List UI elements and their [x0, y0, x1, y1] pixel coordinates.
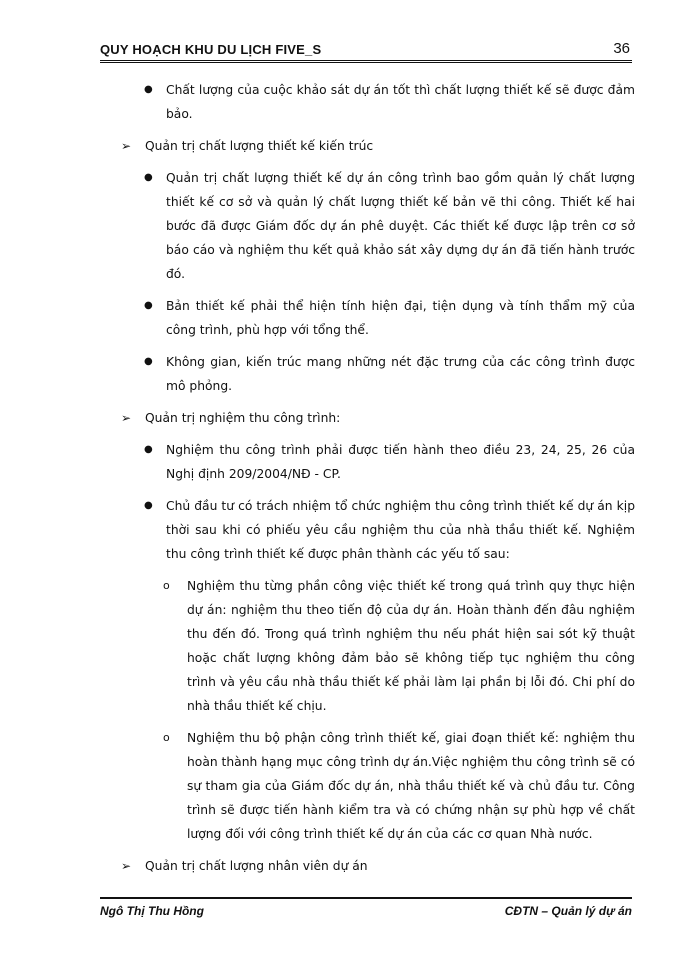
page-header: [100, 38, 632, 63]
document-title: QUY HOẠCH KHU DU LỊCH FIVE_S: [100, 42, 322, 57]
bullet-icon: ●: [144, 300, 153, 311]
section-heading-text: Quản trị chất lượng nhân viên dự án: [145, 859, 368, 873]
sub-bullet-item: [100, 726, 635, 846]
bullet-item: [100, 494, 635, 566]
bullet-icon: ●: [144, 356, 153, 367]
section-heading-staff: [100, 854, 635, 878]
bullet-item: [100, 294, 635, 342]
sub-bullet-item: [100, 574, 635, 718]
bullet-text: Bản thiết kế phải thể hiện tính hiện đại, tiện dụng và tính thẩm mỹ của công trình, phù hợp với tổng thể.: [166, 299, 635, 337]
bullet-icon: ●: [144, 500, 153, 511]
bullet-item: [100, 166, 635, 286]
footer-course: CĐTN – Quản lý dự án: [504, 904, 632, 918]
sub-bullet-text: Nghiệm thu bộ phận công trình thiết kế, giai đoạn thiết kế: nghiệm thu hoàn thành hạng mục công trình dự án.Việc nghiệm thu công trình sẽ có sự tham gia của Giám đốc dự án, nhà thầu thiết kế và chủ đầu tư. Công trình sẽ được tiến hành kiểm tra và có chứng nhận sự phù hợp về chất lượng đối với công trình thiết kế dự án của các cơ quan Nhà nước.: [187, 731, 635, 841]
arrow-bullet-icon: ➢: [121, 859, 132, 873]
sub-bullet-text: Nghiệm thu từng phần công việc thiết kế trong quá trình quy thực hiện dự án: nghiệm thu theo tiến độ của dự án. Hoàn thành đến đâu nghiệm thu đến đó. Trong quá trình nghiệm thu nếu phát hiện sai sót kỹ thuật hoặc chất lượng không đảm bảo sẽ không tiếp tục nghiệm thu công trình và yêu cầu nhà thầu thiết kế phải làm lại phần bị lỗi đó. Chi phí do nhà thầu thiết kế chịu.: [187, 579, 635, 713]
section-heading-text: Quản trị chất lượng thiết kế kiến trúc: [145, 139, 374, 153]
bullet-item: [100, 78, 635, 126]
page-footer: [100, 897, 632, 918]
footer-author: Ngô Thị Thu Hồng: [100, 904, 204, 918]
circle-bullet-icon: o: [163, 579, 170, 592]
document-body: [100, 78, 635, 886]
page-number: 36: [613, 40, 630, 57]
section-heading-acceptance: [100, 406, 635, 430]
bullet-text: Quản trị chất lượng thiết kế dự án công trình bao gồm quản lý chất lượng thiết kế cơ sở và quản lý chất lượng thiết kế bản vẽ thi công. Thiết kế hai bước đã được Giám đốc dự án phê duyệt. Các thiết kế được lập trên cơ sở báo cáo và nghiệm thu kết quả khảo sát xây dựng dự án đã tiến hành trước đó.: [166, 171, 635, 281]
arrow-bullet-icon: ➢: [121, 139, 132, 153]
bullet-icon: ●: [144, 444, 153, 455]
section-heading-text: Quản trị nghiệm thu công trình:: [145, 411, 341, 425]
bullet-text: Chất lượng của cuộc khảo sát dự án tốt thì chất lượng thiết kế sẽ được đảm bảo.: [166, 83, 635, 121]
arrow-bullet-icon: ➢: [121, 411, 132, 425]
bullet-item: [100, 350, 635, 398]
circle-bullet-icon: o: [163, 731, 170, 744]
bullet-item: [100, 438, 635, 486]
bullet-text: Chủ đầu tư có trách nhiệm tổ chức nghiệm thu công trình thiết kế dự án kịp thời sau khi có phiếu yêu cầu nghiệm thu của nhà thầu thiết kế. Nghiệm thu công trình thiết kế được phân thành các yếu tố sau:: [166, 499, 635, 561]
bullet-icon: ●: [144, 84, 153, 95]
bullet-icon: ●: [144, 172, 153, 183]
bullet-text: Không gian, kiến trúc mang những nét đặc trưng của các công trình được mô phỏng.: [166, 355, 635, 393]
bullet-text: Nghiệm thu công trình phải được tiến hành theo điều 23, 24, 25, 26 của Nghị định 209/2004/NĐ - CP.: [166, 443, 635, 481]
section-heading-architecture: [100, 134, 635, 158]
